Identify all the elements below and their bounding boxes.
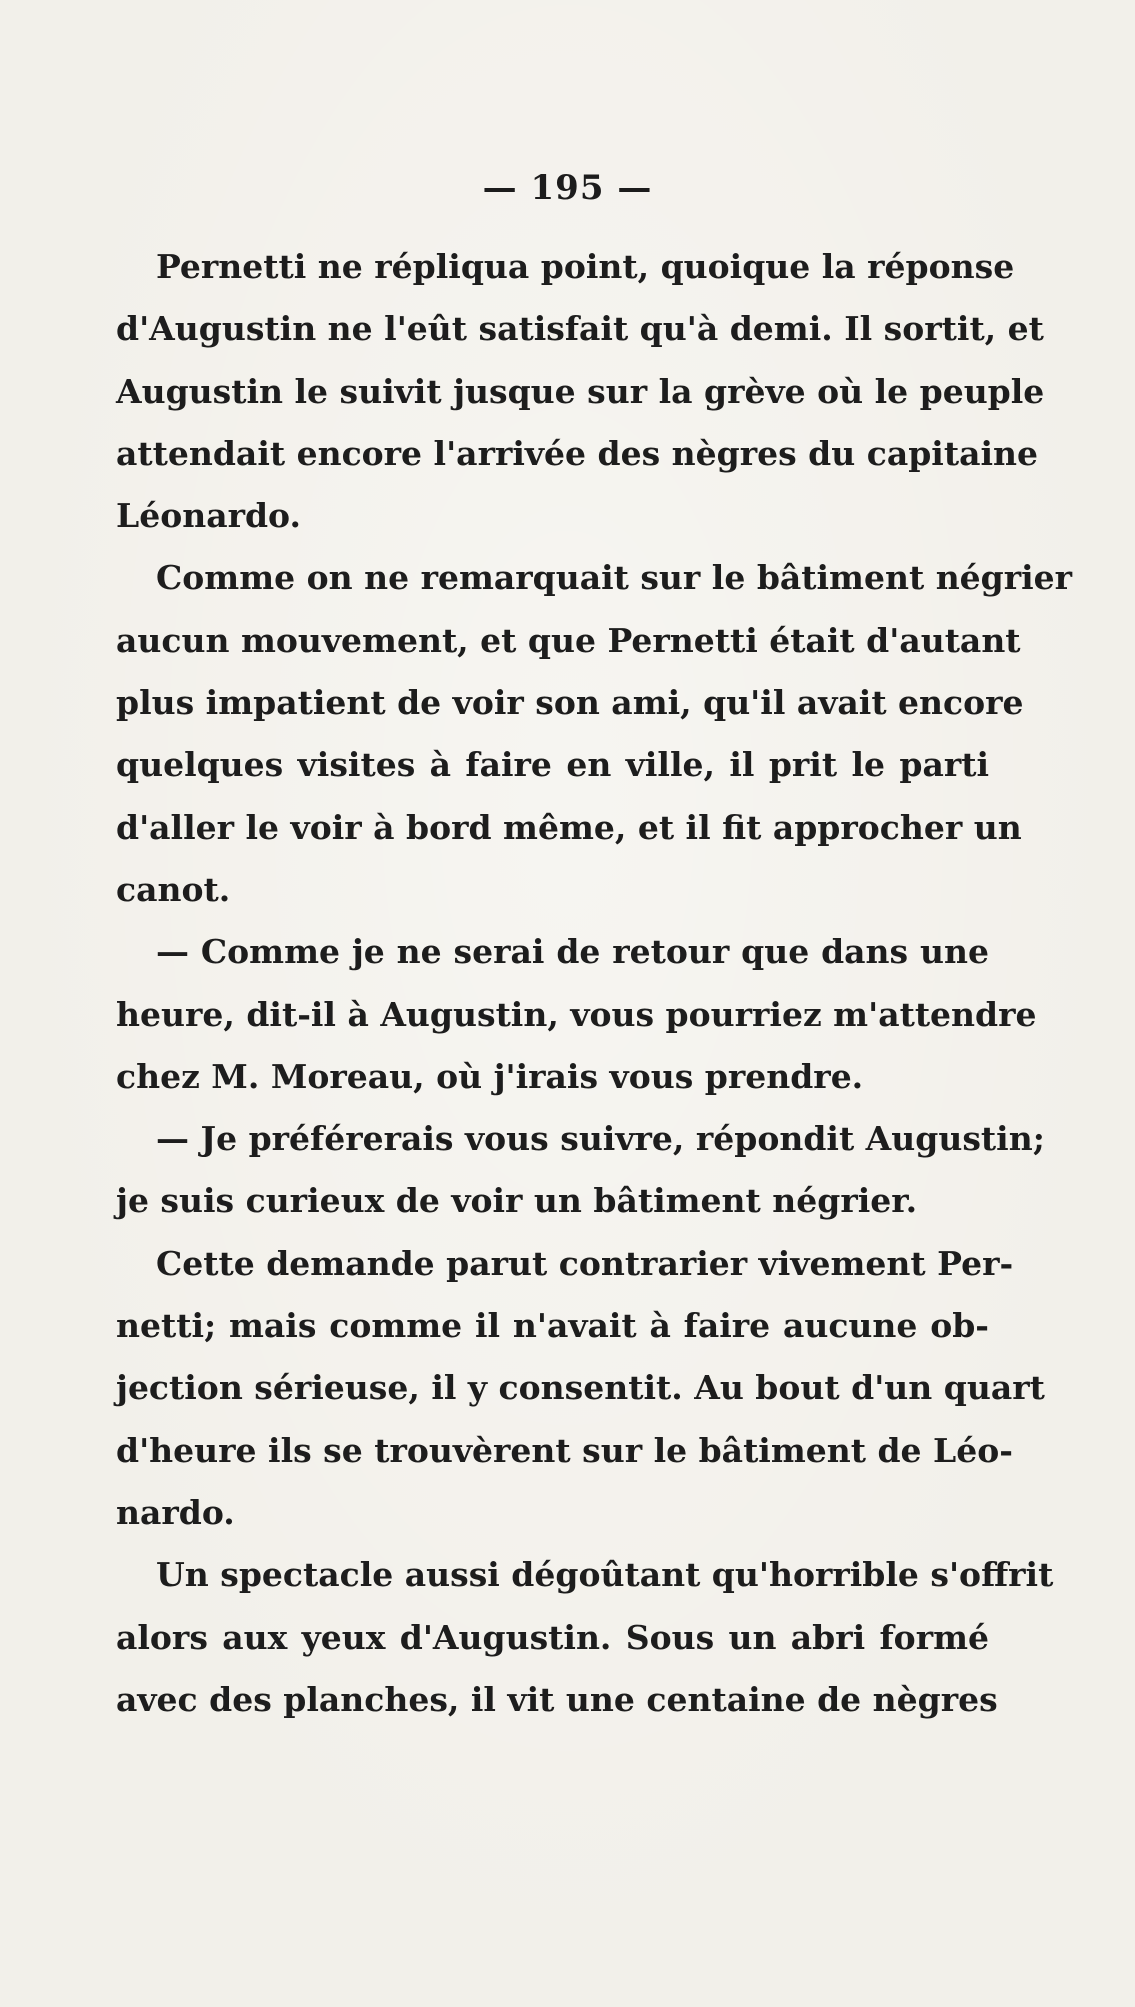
text-line: je suis curieux de voir un bâtiment négrier. — [116, 1181, 918, 1221]
text-line: — Je préférerais vous suivre, répondit Augustin; — [156, 1119, 1045, 1159]
text-line: — Comme je ne serai de retour que dans une — [156, 932, 989, 972]
text-line: Augustin le suivit jusque sur la grève où le peuple — [116, 371, 1045, 411]
body-text — [116, 236, 1073, 1731]
text-line: Léonardo. — [116, 496, 301, 536]
text-line: canot. — [116, 869, 231, 909]
paragraph — [116, 1544, 1054, 1731]
text-line: aucun mouvement, et que Pernetti était d'autant — [116, 620, 1021, 660]
text-line: nardo. — [116, 1492, 235, 1532]
text-line: jection sérieuse, il y consentit. Au bout d'un quart — [116, 1368, 1045, 1408]
text-line: d'aller le voir à bord même, et il fit approcher un — [116, 807, 1022, 847]
text-line: netti; mais comme il n'avait à faire aucune ob- — [116, 1306, 989, 1346]
text-line: chez M. Moreau, où j'irais vous prendre. — [116, 1056, 864, 1096]
paragraph — [116, 1233, 1045, 1544]
text-line: d'Augustin ne l'eût satisfait qu'à demi. Il sortit, et — [116, 309, 1044, 349]
text-line: Un spectacle aussi dégoûtant qu'horrible s'offrit — [156, 1555, 1054, 1595]
text-line: attendait encore l'arrivée des nègres du capitaine — [116, 433, 1038, 473]
text-line: d'heure ils se trouvèrent sur le bâtiment de Léo- — [116, 1430, 1013, 1470]
page-number: — 195 — — [482, 168, 653, 208]
text-line: Cette demande parut contrarier vivement Per- — [156, 1243, 1014, 1283]
text-line: quelques visites à faire en ville, il prit le parti — [116, 745, 989, 785]
text-line: avec des planches, il vit une centaine de nègres — [116, 1679, 998, 1719]
text-line: alors aux yeux d'Augustin. Sous un abri formé — [116, 1617, 989, 1657]
paragraph — [116, 547, 1073, 921]
paragraph — [116, 921, 1037, 1108]
text-line: Pernetti ne répliqua point, quoique la réponse — [156, 247, 1015, 286]
text-line: plus impatient de voir son ami, qu'il avait encore — [116, 683, 1024, 723]
paragraph — [116, 236, 1045, 547]
text-line: heure, dit-il à Augustin, vous pourriez m'attendre — [116, 994, 1037, 1034]
text-line: Comme on ne remarquait sur le bâtiment négrier — [156, 558, 1073, 598]
paragraph — [116, 1108, 1045, 1233]
